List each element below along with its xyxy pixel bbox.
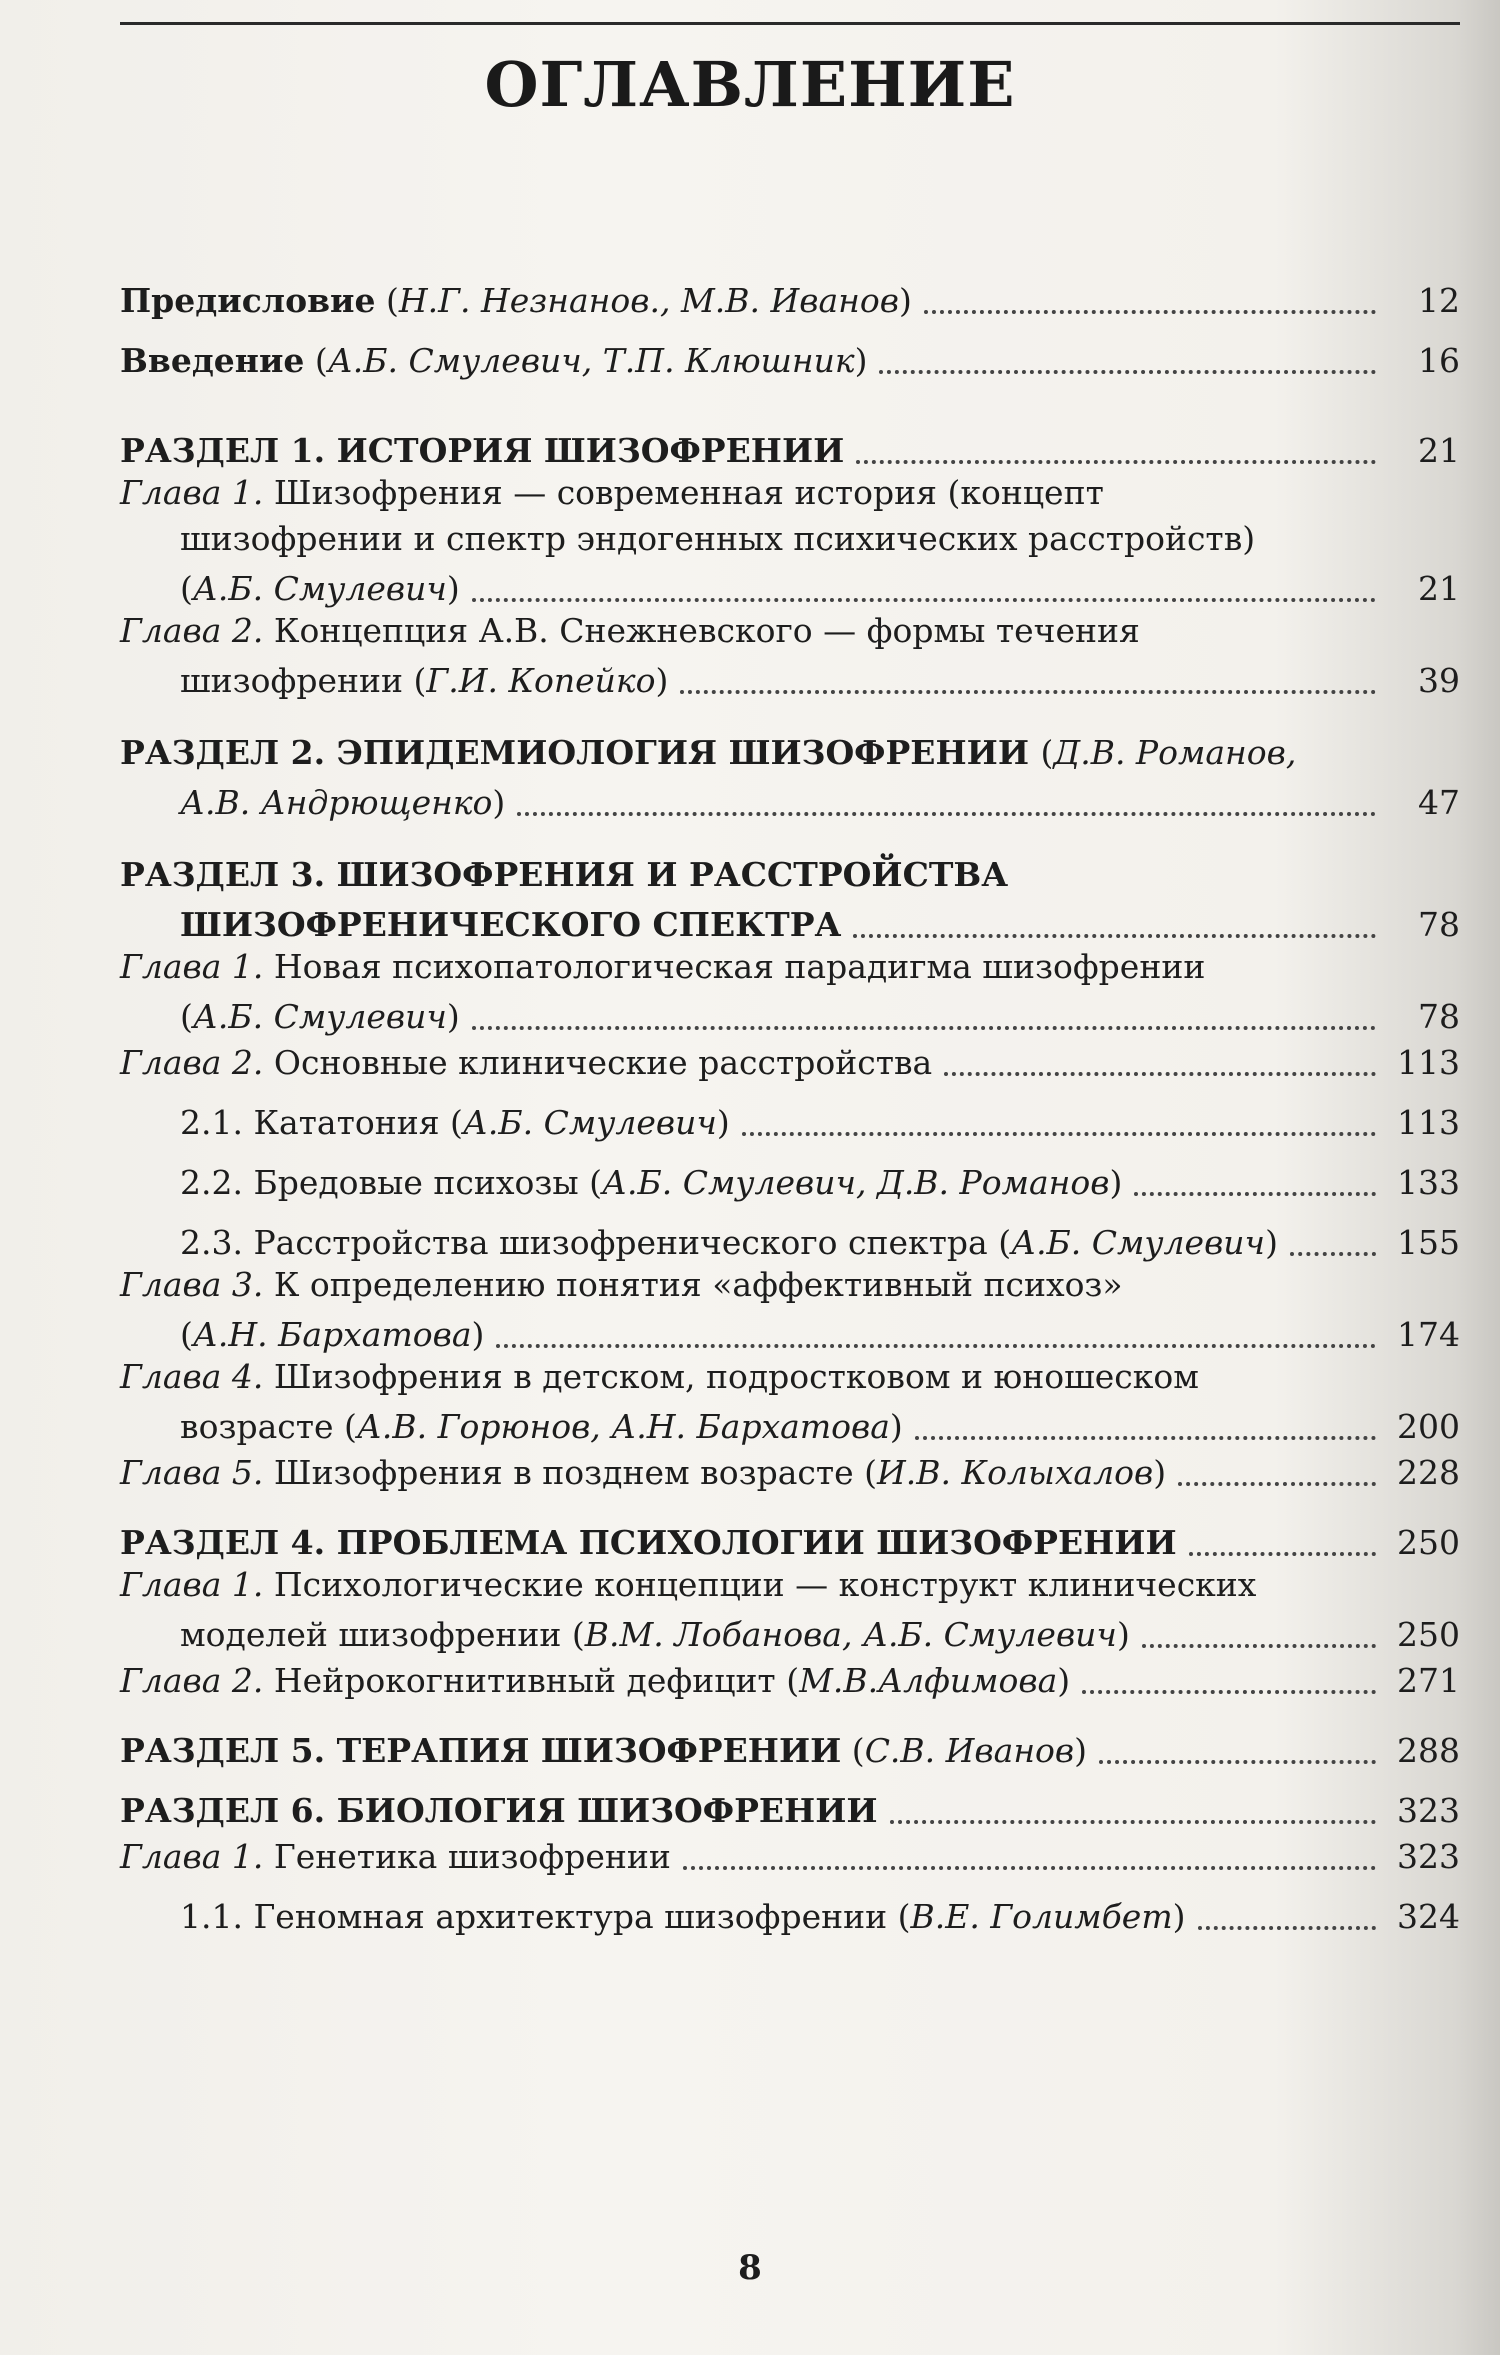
entry-text: 1.1. Геномная архитектура шизофрении (180, 1897, 888, 1936)
entry-authors: А.Б. Смулевич, Т.П. Клюшник (327, 341, 855, 380)
section-label: РАЗДЕЛ 1. ИСТОРИЯ ШИЗОФРЕНИИ (120, 431, 845, 470)
section-label: РАЗДЕЛ 2. ЭПИДЕМИОЛОГИЯ ШИЗОФРЕНИИ (120, 733, 1029, 772)
entry-text: Шизофрения в позднем возрасте (273, 1453, 854, 1492)
entry-authors: А.Н. Бархатова (192, 1315, 472, 1354)
toc-entry-line (120, 610, 1460, 656)
top-rule (120, 22, 1460, 25)
toc-entry: А.В. Андрющенко) 47 (180, 783, 1460, 822)
leader-dots (1290, 1252, 1376, 1256)
toc-section (120, 412, 1460, 472)
page-number: 155 (1397, 1223, 1460, 1262)
entry-text: 2.3. Расстройства шизофренического спектра (180, 1223, 988, 1262)
toc-subentry: 2.2. Бредовые психозы (А.Б. Смулевич, Д.В. Романов) 133 (180, 1163, 1460, 1202)
page-number: 16 (1418, 341, 1460, 380)
chapter-label: Глава 1. (120, 947, 264, 986)
toc-entry: Глава 2. Нейрокогнитивный дефицит (М.В.Алфимова) 271 (120, 1661, 1460, 1700)
toc-entry: моделей шизофрении (В.М. Лобанова, А.Б. Смулевич) 250 (180, 1615, 1460, 1654)
chapter-label: Глава 3. (120, 1265, 264, 1304)
toc-entry-line (120, 1264, 1460, 1310)
leader-dots (879, 370, 1376, 374)
toc-entry (120, 1832, 1460, 1878)
entry-text: Основные клинические расстройства (273, 1043, 933, 1082)
toc-entry: (А.Б. Смулевич) 78 (180, 997, 1460, 1036)
leader-dots (742, 1132, 1376, 1136)
entry-text: Новая психопатологическая парадигма шизофрении (273, 947, 1206, 986)
leader-dots (683, 1866, 1376, 1870)
entry-authors: А.Б. Смулевич (462, 1103, 717, 1142)
chapter-label: Глава 1. (120, 1565, 264, 1604)
entry-text: возрасте (180, 1407, 334, 1446)
entry-authors: В.М. Лобанова, А.Б. Смулевич (584, 1615, 1117, 1654)
entry-text: Шизофрения в детском, подростковом и юношеском (273, 1357, 1199, 1396)
entry-text: Психологические концепции — конструкт клинических (273, 1565, 1257, 1604)
entry-authors: В.Е. Голимбет (910, 1897, 1173, 1936)
leader-dots (1189, 1552, 1376, 1556)
chapter-label: Глава 1. (120, 1837, 264, 1876)
chapter-label: Глава 1. (120, 473, 264, 512)
entry-authors: М.В.Алфимова (799, 1661, 1058, 1700)
page-number: 78 (1418, 905, 1460, 944)
toc-section-line (120, 854, 1460, 900)
toc-subentry: 2.1. Кататония (А.Б. Смулевич) 113 (180, 1103, 1460, 1142)
entry-text: Нейрокогнитивный дефицит (273, 1661, 776, 1700)
toc-section: РАЗДЕЛ 5. ТЕРАПИЯ ШИЗОФРЕНИИ (С.В. Иванов) 288 (120, 1731, 1460, 1770)
table-of-contents (120, 262, 1460, 1938)
page-title: ОГЛАВЛЕНИЕ (484, 48, 1016, 121)
page-number: 323 (1397, 1791, 1460, 1830)
chapter-label: Глава 5. (120, 1453, 264, 1492)
entry-label: Введение (120, 341, 305, 380)
toc-section-line: РАЗДЕЛ 2. ЭПИДЕМИОЛОГИЯ ШИЗОФРЕНИИ (Д.В. Романов, (120, 733, 1297, 772)
page-folio: 8 (738, 2248, 762, 2288)
toc-subentry: 1.1. Геномная архитектура шизофрении (В.Е. Голимбет) 324 (180, 1897, 1460, 1936)
leader-dots (890, 1820, 1376, 1824)
leader-dots (517, 812, 1376, 816)
page-number: 47 (1418, 783, 1460, 822)
entry-text: моделей шизофрении (180, 1615, 562, 1654)
toc-entry-line (120, 1356, 1460, 1402)
page-number: 174 (1397, 1315, 1460, 1354)
page-number: 21 (1418, 569, 1460, 608)
section-label: РАЗДЕЛ 3. ШИЗОФРЕНИЯ И РАССТРОЙСТВА (120, 855, 1009, 894)
leader-dots (853, 934, 1376, 938)
entry-label: Предисловие (120, 281, 376, 320)
toc-entry-line (120, 946, 1460, 992)
entry-text: Генетика шизофрении (273, 1837, 671, 1876)
entry-authors: Г.И. Копейко (426, 661, 656, 700)
page-number: 200 (1397, 1407, 1460, 1446)
page-number: 113 (1397, 1043, 1460, 1082)
toc-subentry: 2.3. Расстройства шизофренического спектра (А.Б. Смулевич) 155 (180, 1223, 1460, 1262)
leader-dots (924, 310, 1376, 314)
page-number: 133 (1397, 1163, 1460, 1202)
entry-text: Шизофрения — современная история (концепт (273, 473, 1104, 512)
toc-entry: (А.Н. Бархатова) 174 (180, 1315, 1460, 1354)
toc-entry: (А.Б. Смулевич) 21 (180, 569, 1460, 608)
page-number: 250 (1397, 1523, 1460, 1562)
leader-dots (944, 1072, 1376, 1076)
chapter-label: Глава 2. (120, 1043, 264, 1082)
leader-dots (1142, 1644, 1376, 1648)
toc-entry: шизофрении (Г.И. Копейко) 39 (180, 661, 1460, 700)
leader-dots (496, 1344, 1376, 1348)
toc-entry-line (120, 518, 1460, 564)
page-number: 12 (1418, 281, 1460, 320)
toc-entry: Предисловие (Н.Г. Незнанов., М.В. Иванов) 12 (120, 281, 1460, 320)
leader-dots (1178, 1482, 1376, 1486)
toc-section (120, 1772, 1460, 1832)
page-number: 271 (1397, 1661, 1460, 1700)
entry-authors: С.В. Иванов (864, 1731, 1075, 1770)
entry-text: шизофрении и спектр эндогенных психических расстройств) (180, 519, 1256, 558)
entry-authors: А.Б. Смулевич (192, 569, 447, 608)
entry-text: 2.1. Кататония (180, 1103, 440, 1142)
page-number: 113 (1397, 1103, 1460, 1142)
entry-authors: Н.Г. Незнанов., М.В. Иванов (398, 281, 899, 320)
page-number: 39 (1418, 661, 1460, 700)
section-label: РАЗДЕЛ 4. ПРОБЛЕМА ПСИХОЛОГИИ ШИЗОФРЕНИИ (120, 1523, 1177, 1562)
leader-dots (472, 598, 1376, 602)
section-label: ШИЗОФРЕНИЧЕСКОГО СПЕКТРА (180, 905, 842, 944)
entry-authors: Д.В. Романов, (1053, 733, 1297, 772)
section-label: РАЗДЕЛ 6. БИОЛОГИЯ ШИЗОФРЕНИИ (120, 1791, 878, 1830)
toc-entry: Глава 5. Шизофрения в позднем возрасте (И.В. Колыхалов) 228 (120, 1453, 1460, 1492)
leader-dots (680, 690, 1376, 694)
entry-authors: А.Б. Смулевич (192, 997, 447, 1036)
leader-dots (856, 460, 1376, 464)
entry-authors: И.В. Колыхалов (877, 1453, 1154, 1492)
page-number: 228 (1397, 1453, 1460, 1492)
entry-authors: А.В. Горюнов, А.Н. Бархатова (356, 1407, 890, 1446)
chapter-label: Глава 2. (120, 611, 264, 650)
page-number: 323 (1397, 1837, 1460, 1876)
toc-entry-line (120, 1564, 1460, 1610)
leader-dots (915, 1436, 1376, 1440)
page-number: 324 (1397, 1897, 1460, 1936)
entry-text: шизофрении (180, 661, 404, 700)
entry-text: 2.2. Бредовые психозы (180, 1163, 579, 1202)
toc-section (120, 1504, 1460, 1564)
page-number: 250 (1397, 1615, 1460, 1654)
toc-entry: возрасте (А.В. Горюнов, А.Н. Бархатова) 200 (180, 1407, 1460, 1446)
toc-entry (120, 1038, 1460, 1084)
entry-text: Концепция А.В. Снежневского — формы течения (273, 611, 1140, 650)
page-number: 288 (1397, 1731, 1460, 1770)
leader-dots (1134, 1192, 1376, 1196)
leader-dots (472, 1026, 1376, 1030)
chapter-label: Глава 4. (120, 1357, 264, 1396)
entry-text: К определению понятия «аффективный психоз» (273, 1265, 1123, 1304)
leader-dots (1198, 1926, 1376, 1930)
toc-entry-line (120, 472, 1460, 518)
entry-authors: А.В. Андрющенко (180, 783, 493, 822)
page-number: 78 (1418, 997, 1460, 1036)
entry-authors: А.Б. Смулевич, Д.В. Романов (602, 1163, 1110, 1202)
section-label: РАЗДЕЛ 5. ТЕРАПИЯ ШИЗОФРЕНИИ (120, 1731, 842, 1770)
page-number: 21 (1418, 431, 1460, 470)
leader-dots (1082, 1690, 1376, 1694)
toc-section (120, 900, 1460, 946)
toc-entry: Введение (А.Б. Смулевич, Т.П. Клюшник) 16 (120, 341, 1460, 380)
entry-authors: А.Б. Смулевич (1011, 1223, 1266, 1262)
leader-dots (1099, 1760, 1376, 1764)
chapter-label: Глава 2. (120, 1661, 264, 1700)
